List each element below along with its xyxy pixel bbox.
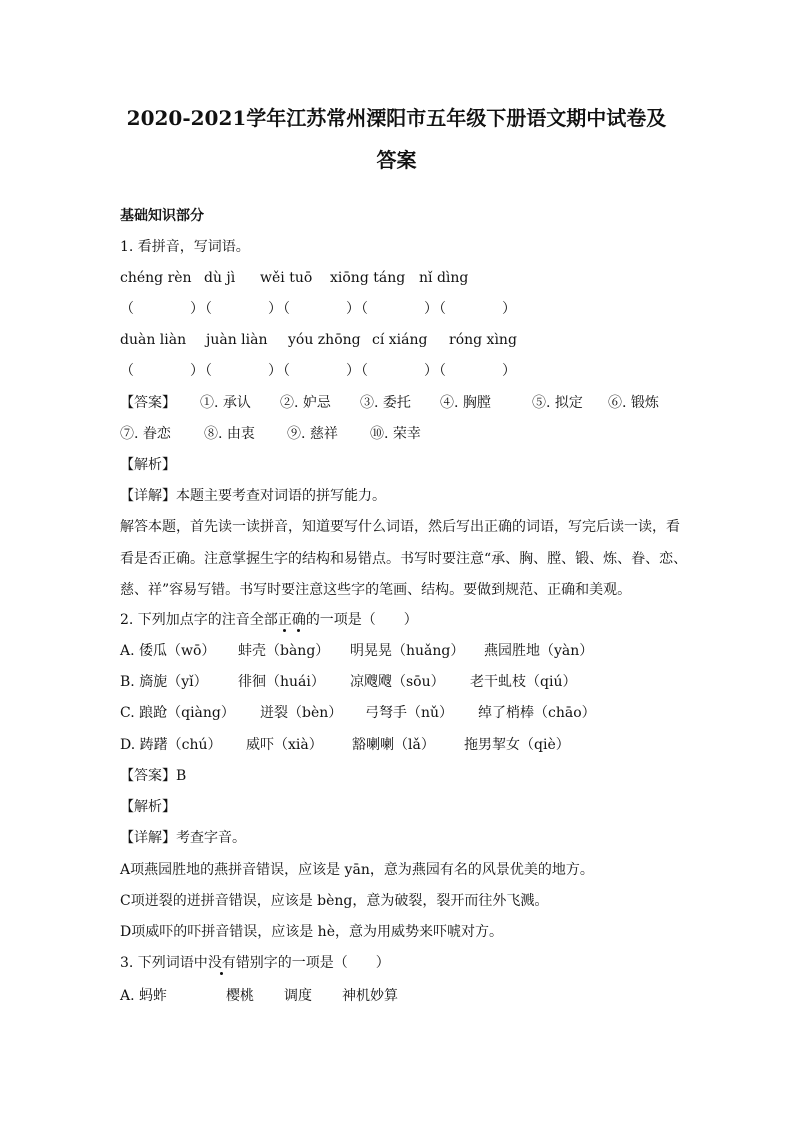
pinyin-item: duàn liàn bbox=[120, 332, 187, 348]
answer-item: ⑩. 荣幸 bbox=[370, 426, 421, 442]
q2-analysis-label: 【解析】 bbox=[120, 799, 176, 815]
pinyin-item: xiōng táng bbox=[330, 270, 406, 286]
q2-explanation-line: D项威吓的吓拼音错误，应该是 hè，意为用威势来吓唬对方。 bbox=[120, 924, 503, 940]
option-item: 樱桃 bbox=[226, 988, 254, 1004]
pinyin-item: yóu zhōng bbox=[288, 332, 361, 348]
q1-explanation-line: 解答本题，首先读一读拼音，知道要写什么词语，然后写出正确的词语，写完后读一读，看 bbox=[120, 519, 680, 535]
option-item: 燕园胜地（yàn） bbox=[484, 643, 594, 659]
document-title-line2: 答案 bbox=[376, 148, 417, 172]
answer-item: ⑨. 慈祥 bbox=[287, 426, 338, 442]
answer-item: ⑧. 由衷 bbox=[204, 426, 255, 442]
pinyin-item: juàn liàn bbox=[206, 332, 268, 348]
answer-label: 【答案】 bbox=[120, 395, 176, 411]
pinyin-item: dù jì bbox=[204, 270, 236, 286]
q2-stem-pre: 2. 下列加点字的注音全部 bbox=[120, 612, 278, 628]
option-item: 徘徊（huái） bbox=[238, 674, 325, 690]
q1-detail: 【详解】本题主要考查对词语的拼写能力。 bbox=[120, 488, 386, 504]
answer-blank: （ ） bbox=[198, 301, 282, 317]
q2-detail: 【详解】考查字音。 bbox=[120, 830, 246, 846]
document-title-line1: 2020-2021学年江苏常州溧阳市五年级下册语文期中试卷及 bbox=[126, 106, 667, 130]
q2-stem bbox=[120, 610, 418, 630]
q3-stem-pre: 3. 下列词语中 bbox=[120, 955, 208, 971]
answer-blank: （ ） bbox=[354, 301, 438, 317]
answer-item: ③. 委托 bbox=[360, 395, 411, 411]
option-item: 豁喇喇（lǎ） bbox=[352, 737, 435, 753]
option-item: B. 旖旎（yǐ） bbox=[120, 674, 208, 690]
answer-item: ⑦. 眷恋 bbox=[120, 426, 171, 442]
option-item: 老干虬枝（qiú） bbox=[470, 674, 577, 690]
pinyin-item: chéng rèn bbox=[120, 270, 192, 286]
q2-answer: 【答案】B bbox=[120, 768, 187, 784]
option-item: 拖男挈女（qiè） bbox=[464, 737, 570, 753]
q2-stem-post: 的一项是（ ） bbox=[305, 612, 418, 628]
answer-item: ④. 胸膛 bbox=[440, 395, 491, 411]
q3-stem-post: 错别字的一项是（ ） bbox=[235, 955, 390, 971]
answer-item: ⑥. 锻炼 bbox=[608, 395, 659, 411]
q2-explanation-line: C项迸裂的迸拼音错误，应该是 bèng，意为破裂，裂开而往外飞溅。 bbox=[120, 893, 549, 909]
option-item: 凉飕飕（sōu） bbox=[350, 674, 445, 690]
answer-blank: （ ） bbox=[120, 301, 204, 317]
option-item: 威吓（xià） bbox=[246, 737, 323, 753]
answer-blank: （ ） bbox=[120, 363, 204, 379]
option-item: 蚌壳（bàng） bbox=[238, 643, 330, 659]
option-item: 迸裂（bèn） bbox=[260, 705, 343, 721]
option-item: A. 倭瓜（wō） bbox=[120, 643, 216, 659]
emphasis-char: 确 bbox=[291, 612, 306, 628]
q3-stem bbox=[120, 953, 390, 973]
pinyin-item: nǐ dìng bbox=[419, 270, 469, 286]
answer-blank: （ ） bbox=[198, 363, 282, 379]
option-item: C. 踉跄（qiàng） bbox=[120, 705, 235, 721]
answer-blank: （ ） bbox=[354, 363, 438, 379]
answer-blank: （ ） bbox=[276, 363, 360, 379]
option-item: 弓弩手（nǔ） bbox=[365, 705, 454, 721]
pinyin-item: róng xìng bbox=[449, 332, 517, 348]
pinyin-item: wěi tuō bbox=[260, 270, 313, 286]
answer-item: ⑤. 拟定 bbox=[532, 395, 583, 411]
emphasis-char: 正 bbox=[277, 612, 292, 628]
q1-analysis-label: 【解析】 bbox=[120, 457, 176, 473]
pinyin-item: cí xiáng bbox=[372, 332, 428, 348]
option-item: 神机妙算 bbox=[342, 988, 398, 1004]
answer-item: ②. 妒忌 bbox=[280, 395, 331, 411]
q2-explanation-line: A项燕园胜地的燕拼音错误，应该是 yān，意为燕园有名的风景优美的地方。 bbox=[120, 862, 594, 878]
option-item: D. 踌躇（chú） bbox=[120, 737, 222, 753]
option-item: A. 蚂蚱 bbox=[120, 988, 168, 1004]
option-item: 调度 bbox=[284, 988, 312, 1004]
answer-blank: （ ） bbox=[432, 363, 516, 379]
option-item: 明晃晃（huǎng） bbox=[350, 643, 465, 659]
answer-item: ①. 承认 bbox=[200, 395, 251, 411]
section-heading: 基础知识部分 bbox=[120, 208, 204, 224]
emphasis-char: 没有 bbox=[207, 955, 236, 971]
answer-blank: （ ） bbox=[276, 301, 360, 317]
q1-explanation-line: 看是否正确。注意掌握生字的结构和易错点。书写时要注意“承、胸、膛、锻、炼、眷、恋、 bbox=[120, 551, 688, 567]
answer-blank: （ ） bbox=[432, 301, 516, 317]
q1-stem: 1. 看拼音，写词语。 bbox=[120, 239, 250, 255]
option-item: 绰了梢棒（chāo） bbox=[478, 705, 596, 721]
q1-explanation-line: 慈、祥”容易写错。书写时要注意这些字的笔画、结构。要做到规范、正确和美观。 bbox=[120, 582, 632, 598]
